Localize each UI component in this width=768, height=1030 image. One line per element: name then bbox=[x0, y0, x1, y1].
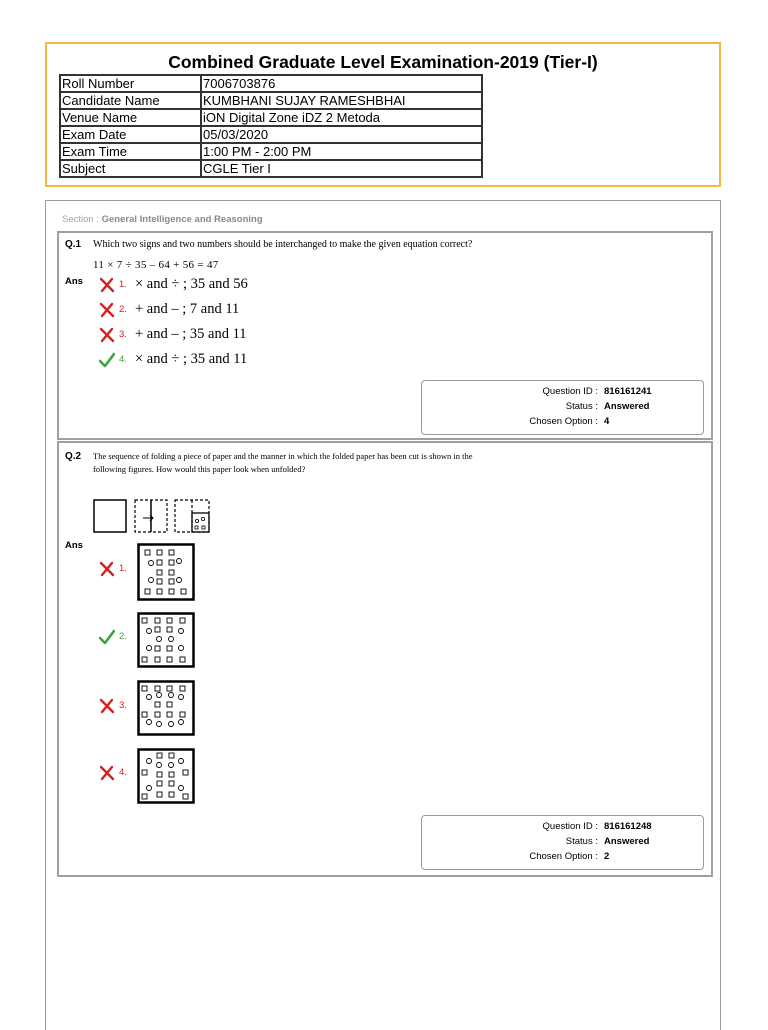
info-value: 7006703876 bbox=[201, 75, 482, 92]
option-number: 3. bbox=[119, 700, 127, 711]
table-row bbox=[60, 109, 482, 126]
option-number: 2. bbox=[119, 304, 127, 315]
exam-title: Combined Graduate Level Examination-2019 (Tier-I) bbox=[168, 52, 598, 72]
chosen-option-label: Chosen Option : bbox=[529, 416, 598, 427]
cross-icon bbox=[99, 302, 115, 318]
question-id-value: 816161241 bbox=[604, 386, 652, 397]
status-value: Answered bbox=[604, 836, 650, 847]
option-text: × and ÷ ; 35 and 56 bbox=[135, 276, 248, 292]
question-id-value: 816161248 bbox=[604, 821, 652, 832]
checkmark-icon bbox=[99, 629, 115, 645]
chosen-option-label: Chosen Option : bbox=[529, 851, 598, 862]
info-label: Exam Time bbox=[60, 143, 201, 160]
question-text bbox=[93, 450, 533, 476]
question-number: Q.2 bbox=[65, 451, 82, 462]
question-card bbox=[57, 231, 713, 440]
status-value: Answered bbox=[604, 401, 650, 412]
table-row bbox=[60, 160, 482, 177]
question-status-panel bbox=[421, 815, 704, 870]
option-text: + and – ; 35 and 11 bbox=[135, 326, 247, 342]
folding-sequence-figures bbox=[93, 499, 223, 533]
info-value: 1:00 PM - 2:00 PM bbox=[201, 143, 482, 160]
info-label: Roll Number bbox=[60, 75, 201, 92]
option-number: 3. bbox=[119, 329, 127, 340]
option-2-figure bbox=[137, 612, 195, 668]
info-value: CGLE Tier I bbox=[201, 160, 482, 177]
option-text: + and – ; 7 and 11 bbox=[135, 301, 240, 317]
question-id-label: Question ID : bbox=[542, 386, 598, 397]
question-text-line: following figures. How would this paper look when unfolded? bbox=[93, 464, 306, 474]
section-container bbox=[45, 200, 721, 1030]
candidate-info-table bbox=[59, 74, 483, 178]
option-number: 4. bbox=[119, 354, 127, 365]
section-label bbox=[62, 214, 263, 225]
info-label: Exam Date bbox=[60, 126, 201, 143]
status-label: Status : bbox=[565, 401, 598, 412]
section-name: General Intelligence and Reasoning bbox=[101, 214, 263, 225]
info-value: 05/03/2020 bbox=[201, 126, 482, 143]
option-4-figure bbox=[137, 748, 195, 804]
option-text: × and ÷ ; 35 and 11 bbox=[135, 351, 248, 367]
status-label: Status : bbox=[565, 836, 598, 847]
info-label: Candidate Name bbox=[60, 92, 201, 109]
chosen-option-value: 2 bbox=[604, 851, 610, 862]
option-number: 1. bbox=[119, 279, 127, 290]
question-id-label: Question ID : bbox=[542, 821, 598, 832]
exam-header bbox=[45, 42, 721, 187]
question-equation: 11 × 7 ÷ 35 – 64 + 56 = 47 bbox=[93, 259, 219, 271]
info-value: iON Digital Zone iDZ 2 Metoda bbox=[201, 109, 482, 126]
option-number: 2. bbox=[119, 631, 127, 642]
answer-label: Ans bbox=[65, 276, 83, 287]
cross-icon bbox=[99, 277, 115, 293]
chosen-option-value: 4 bbox=[604, 416, 610, 427]
info-label: Venue Name bbox=[60, 109, 201, 126]
option-number: 1. bbox=[119, 563, 127, 574]
option-number: 4. bbox=[119, 767, 127, 778]
cross-icon bbox=[99, 765, 115, 781]
question-status-panel bbox=[421, 380, 704, 435]
info-label: Subject bbox=[60, 160, 201, 177]
folding-sequence-image bbox=[93, 499, 223, 533]
table-row bbox=[60, 143, 482, 160]
question-card bbox=[57, 441, 713, 877]
question-text: Which two signs and two numbers should be interchanged to make the given equation correct? bbox=[93, 239, 473, 250]
checkmark-icon bbox=[99, 352, 115, 368]
question-text-line: The sequence of folding a piece of paper and the manner in which the folded paper has been cut is shown in the bbox=[93, 451, 473, 461]
section-prefix: Section : bbox=[62, 214, 102, 225]
table-row bbox=[60, 75, 482, 92]
table-row bbox=[60, 92, 482, 109]
option-1-figure bbox=[137, 543, 195, 601]
cross-icon bbox=[99, 698, 115, 714]
info-value: KUMBHANI SUJAY RAMESHBHAI bbox=[201, 92, 482, 109]
option-3-figure bbox=[137, 680, 195, 736]
cross-icon bbox=[99, 327, 115, 343]
cross-icon bbox=[99, 561, 115, 577]
table-row bbox=[60, 126, 482, 143]
answer-label: Ans bbox=[65, 540, 83, 551]
question-number: Q.1 bbox=[65, 239, 82, 250]
